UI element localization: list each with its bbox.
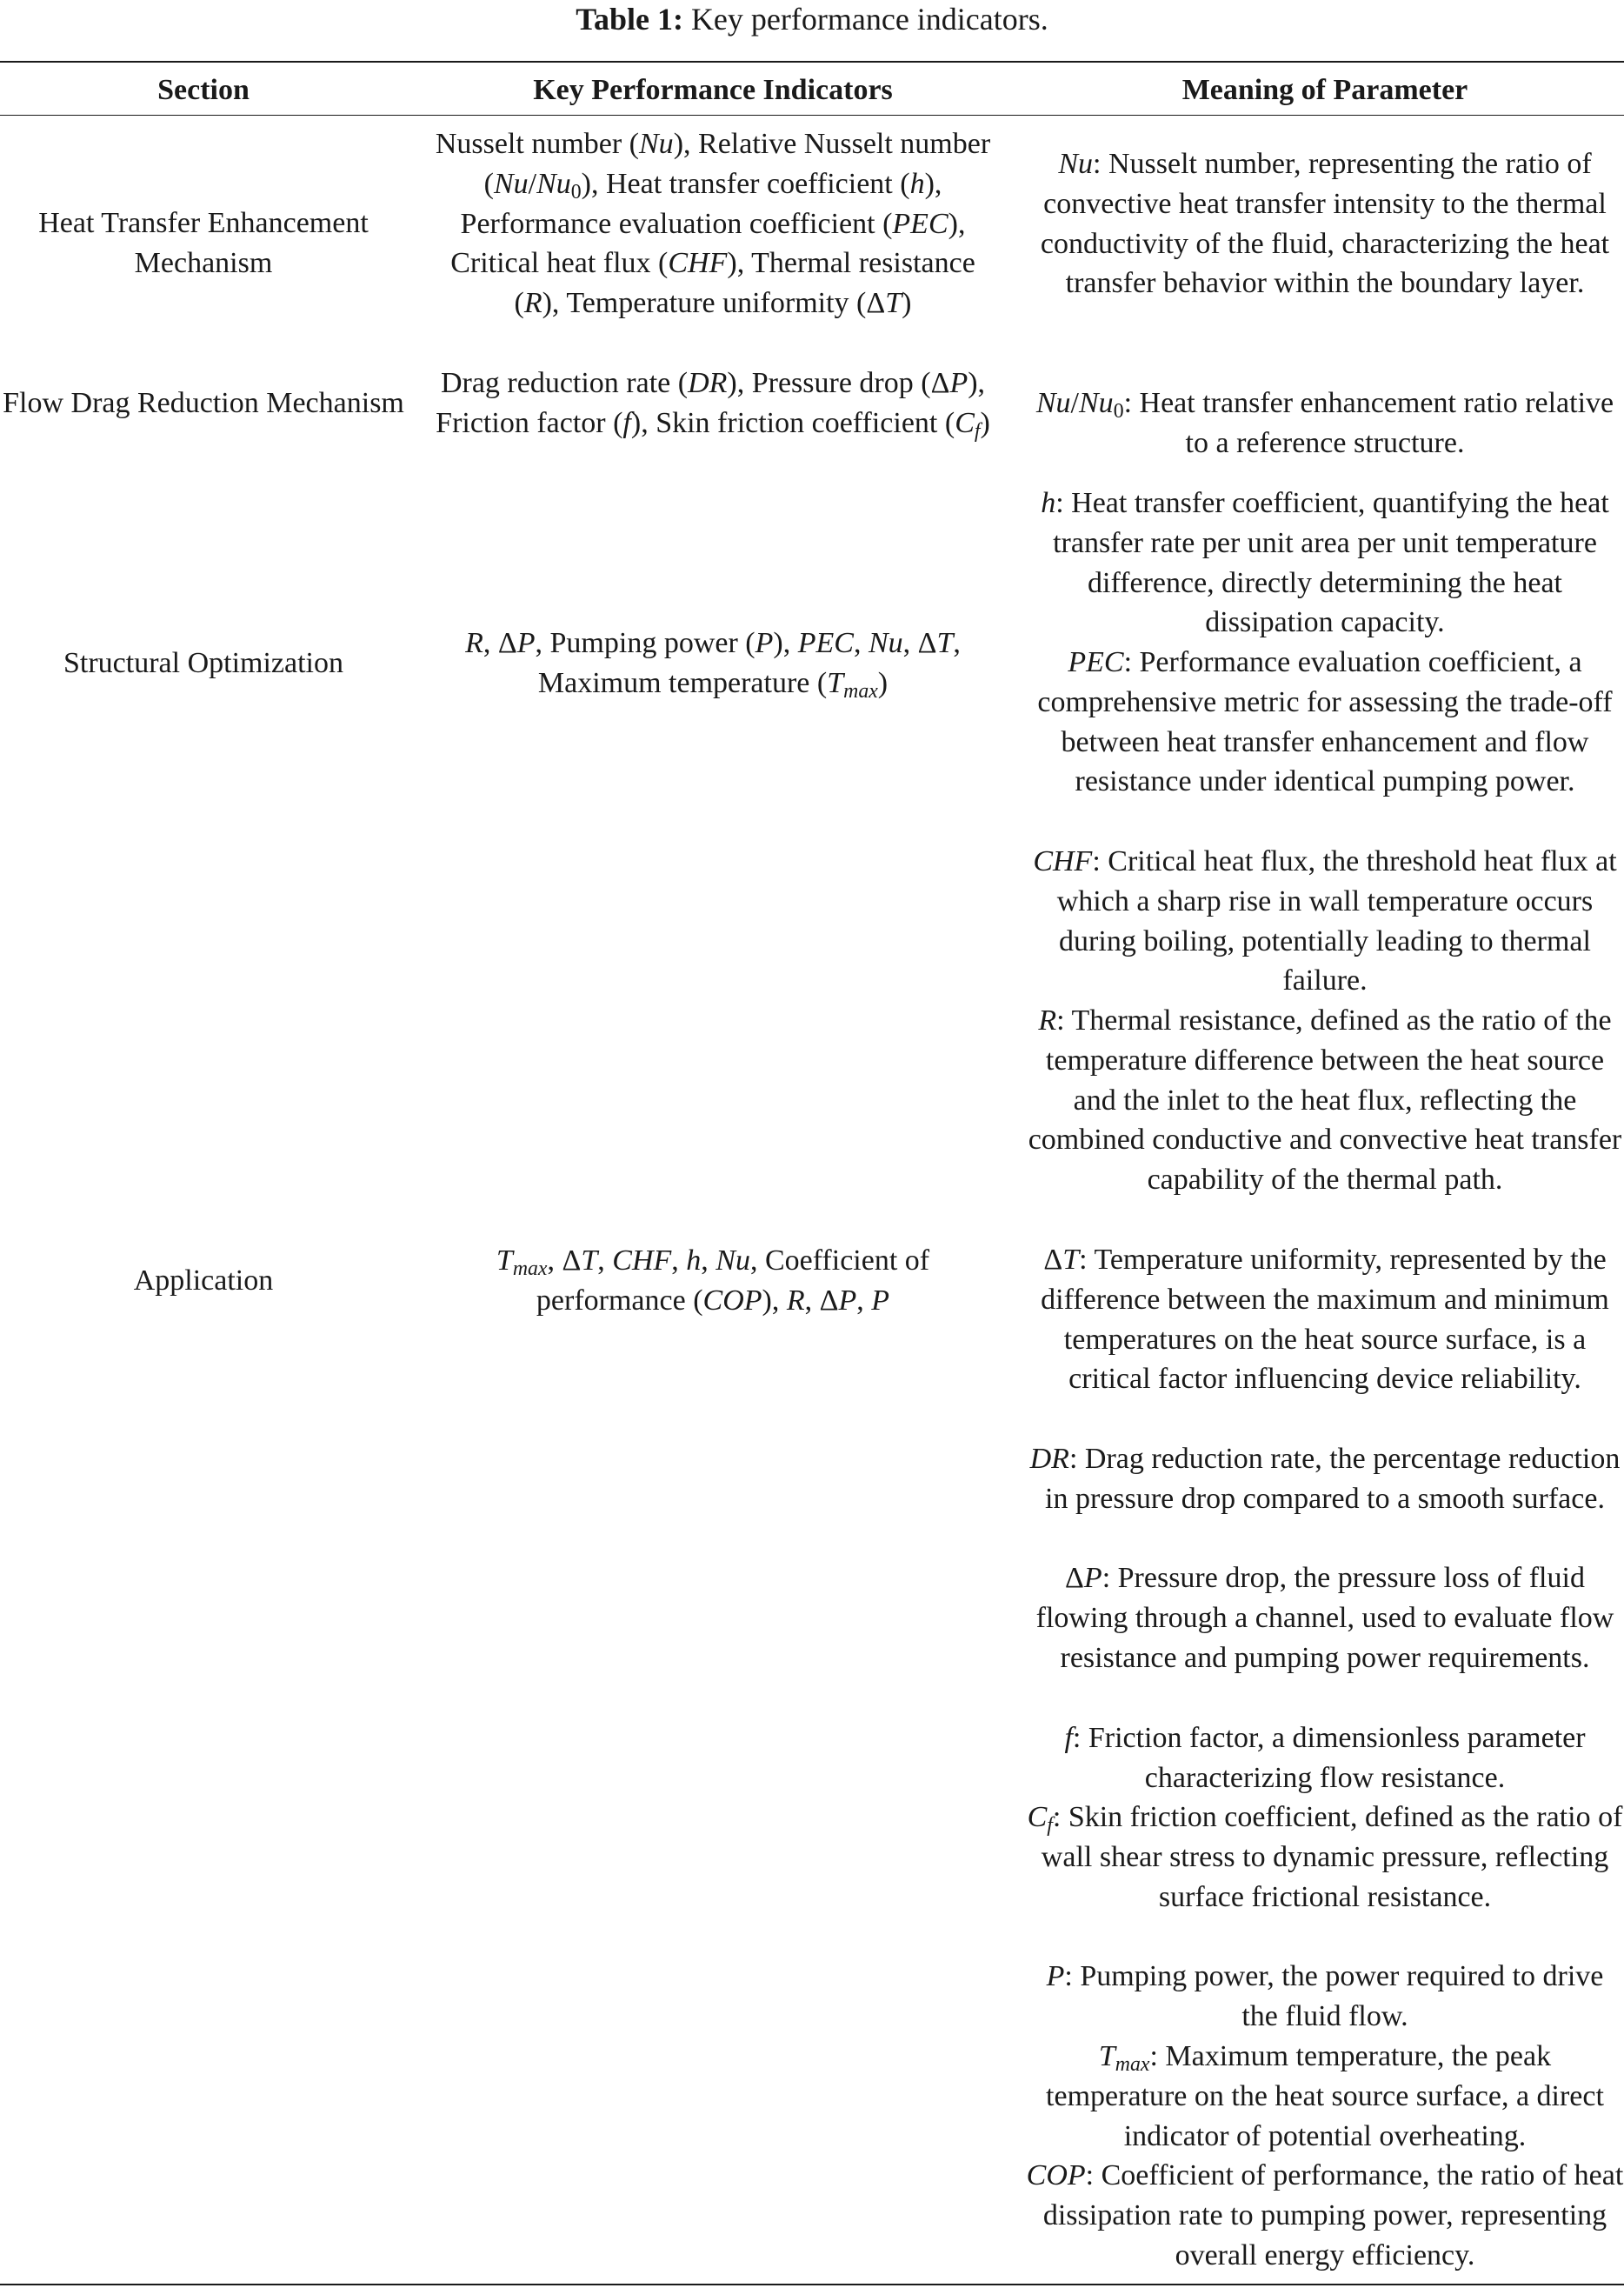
top-rule [0, 61, 1624, 63]
meaning-item-tmax: $T_{max}$: Maximum temperature, the peak temperature on the heat source surface, a direct indicator of potential overheating. [1046, 2040, 1604, 2152]
meaning-item-dr: DR: Drag reduction rate, the percentage reduction in pressure drop compared to a smooth surface. [1029, 1443, 1621, 1515]
meaning-item-nu: Nu: Nusselt number, representing the ratio of convective heat transfer intensity to the thermal conductivity of the fluid, characterizing the heat transfer behavior within the boundary layer. [1040, 148, 1610, 300]
meaning-item-f: f: Friction factor, a dimensionless parameter characterizing flow resistance. [1064, 1722, 1586, 1794]
meaning-item-h: h: Heat transfer coefficient, quantifying the heat transfer rate per unit area per unit temperature difference, directly determining the heat dissipation capacity. [1041, 487, 1609, 639]
header-kpi: Key Performance Indicators [533, 74, 893, 106]
header-rule [0, 115, 1624, 116]
meaning-item-r: R: Thermal resistance, defined as the ratio of the temperature difference between the heat source and the inlet to the heat flux, reflecting the combined conductive and convective heat transfer capability of the thermal path. [1028, 1004, 1622, 1197]
table-caption-label: Table 1: [576, 2, 683, 37]
section-cell-4: Application [133, 1264, 274, 1297]
kpi-cell-4: $T_{max}$, ΔT, CHF, h, Nu, Coefficient of performance (COP), R, ΔP, P [496, 1244, 930, 1317]
bottom-rule [0, 2284, 1624, 2285]
meaning-item-delta-t: ΔT: Temperature uniformity, represented by the difference between the maximum and minimum temperatures on the heat source surface, is a critical factor influencing device reliability. [1041, 1244, 1609, 1396]
meaning-item-delta-p: ΔP: Pressure drop, the pressure loss of fluid flowing through a channel, used to evaluate flow resistance and pumping power requirements. [1035, 1562, 1614, 1674]
table-caption [0, 0, 1624, 38]
section-cell-2: Flow Drag Reduction Mechanism [3, 387, 404, 419]
header-section: Section [157, 74, 250, 106]
meaning-item-p: P: Pumping power, the power required to drive the fluid flow. [1046, 1960, 1604, 2032]
meaning-item-pec: PEC: Performance evaluation coefficient, a comprehensive metric for assessing the trade-off between heat transfer enhancement and flow resistance under identical pumping power. [1037, 646, 1613, 798]
meaning-item-cop: COP: Coefficient of performance, the ratio of heat dissipation rate to pumping power, representing overall energy efficiency. [1026, 2159, 1624, 2271]
meaning-item-chf: CHF: Critical heat flux, the threshold heat flux at which a sharp rise in wall temperature occurs during boiling, potentially leading to thermal failure. [1033, 845, 1617, 997]
kpi-cell-3: R, ΔP, Pumping power (P), PEC, Nu, ΔT, Maximum temperature $(T_{max})$ [465, 627, 961, 703]
section-cell-1: Heat Transfer Enhancement Mechanism [38, 207, 369, 279]
meaning-item-cf: $C_f$: Skin friction coefficient, defined as the ratio of wall shear stress to dynamic pressure, reflecting surface frictional resistance. [1027, 1801, 1623, 1913]
kpi-cell-1: Nusselt number (Nu), Relative Nusselt number $(Nu/Nu_0)$, Heat transfer coefficient (h), Performance evaluation coefficient (PEC), Critical heat flux (CHF), Thermal resistance (R), Temperature uniformity (ΔT) [435, 128, 991, 320]
kpi-cell-2: Drag reduction rate (DR), Pressure drop (ΔP), Friction factor (f), Skin friction coefficient $(C_f)$ [436, 367, 990, 443]
meaning-item-nu-ratio: $Nu/Nu_0$: Heat transfer enhancement ratio relative to a reference structure. [1035, 387, 1614, 459]
table-caption-text: Key performance indicators. [690, 2, 1048, 37]
section-cell-3: Structural Optimization [63, 647, 343, 679]
header-meaning: Meaning of Parameter [1181, 74, 1468, 106]
